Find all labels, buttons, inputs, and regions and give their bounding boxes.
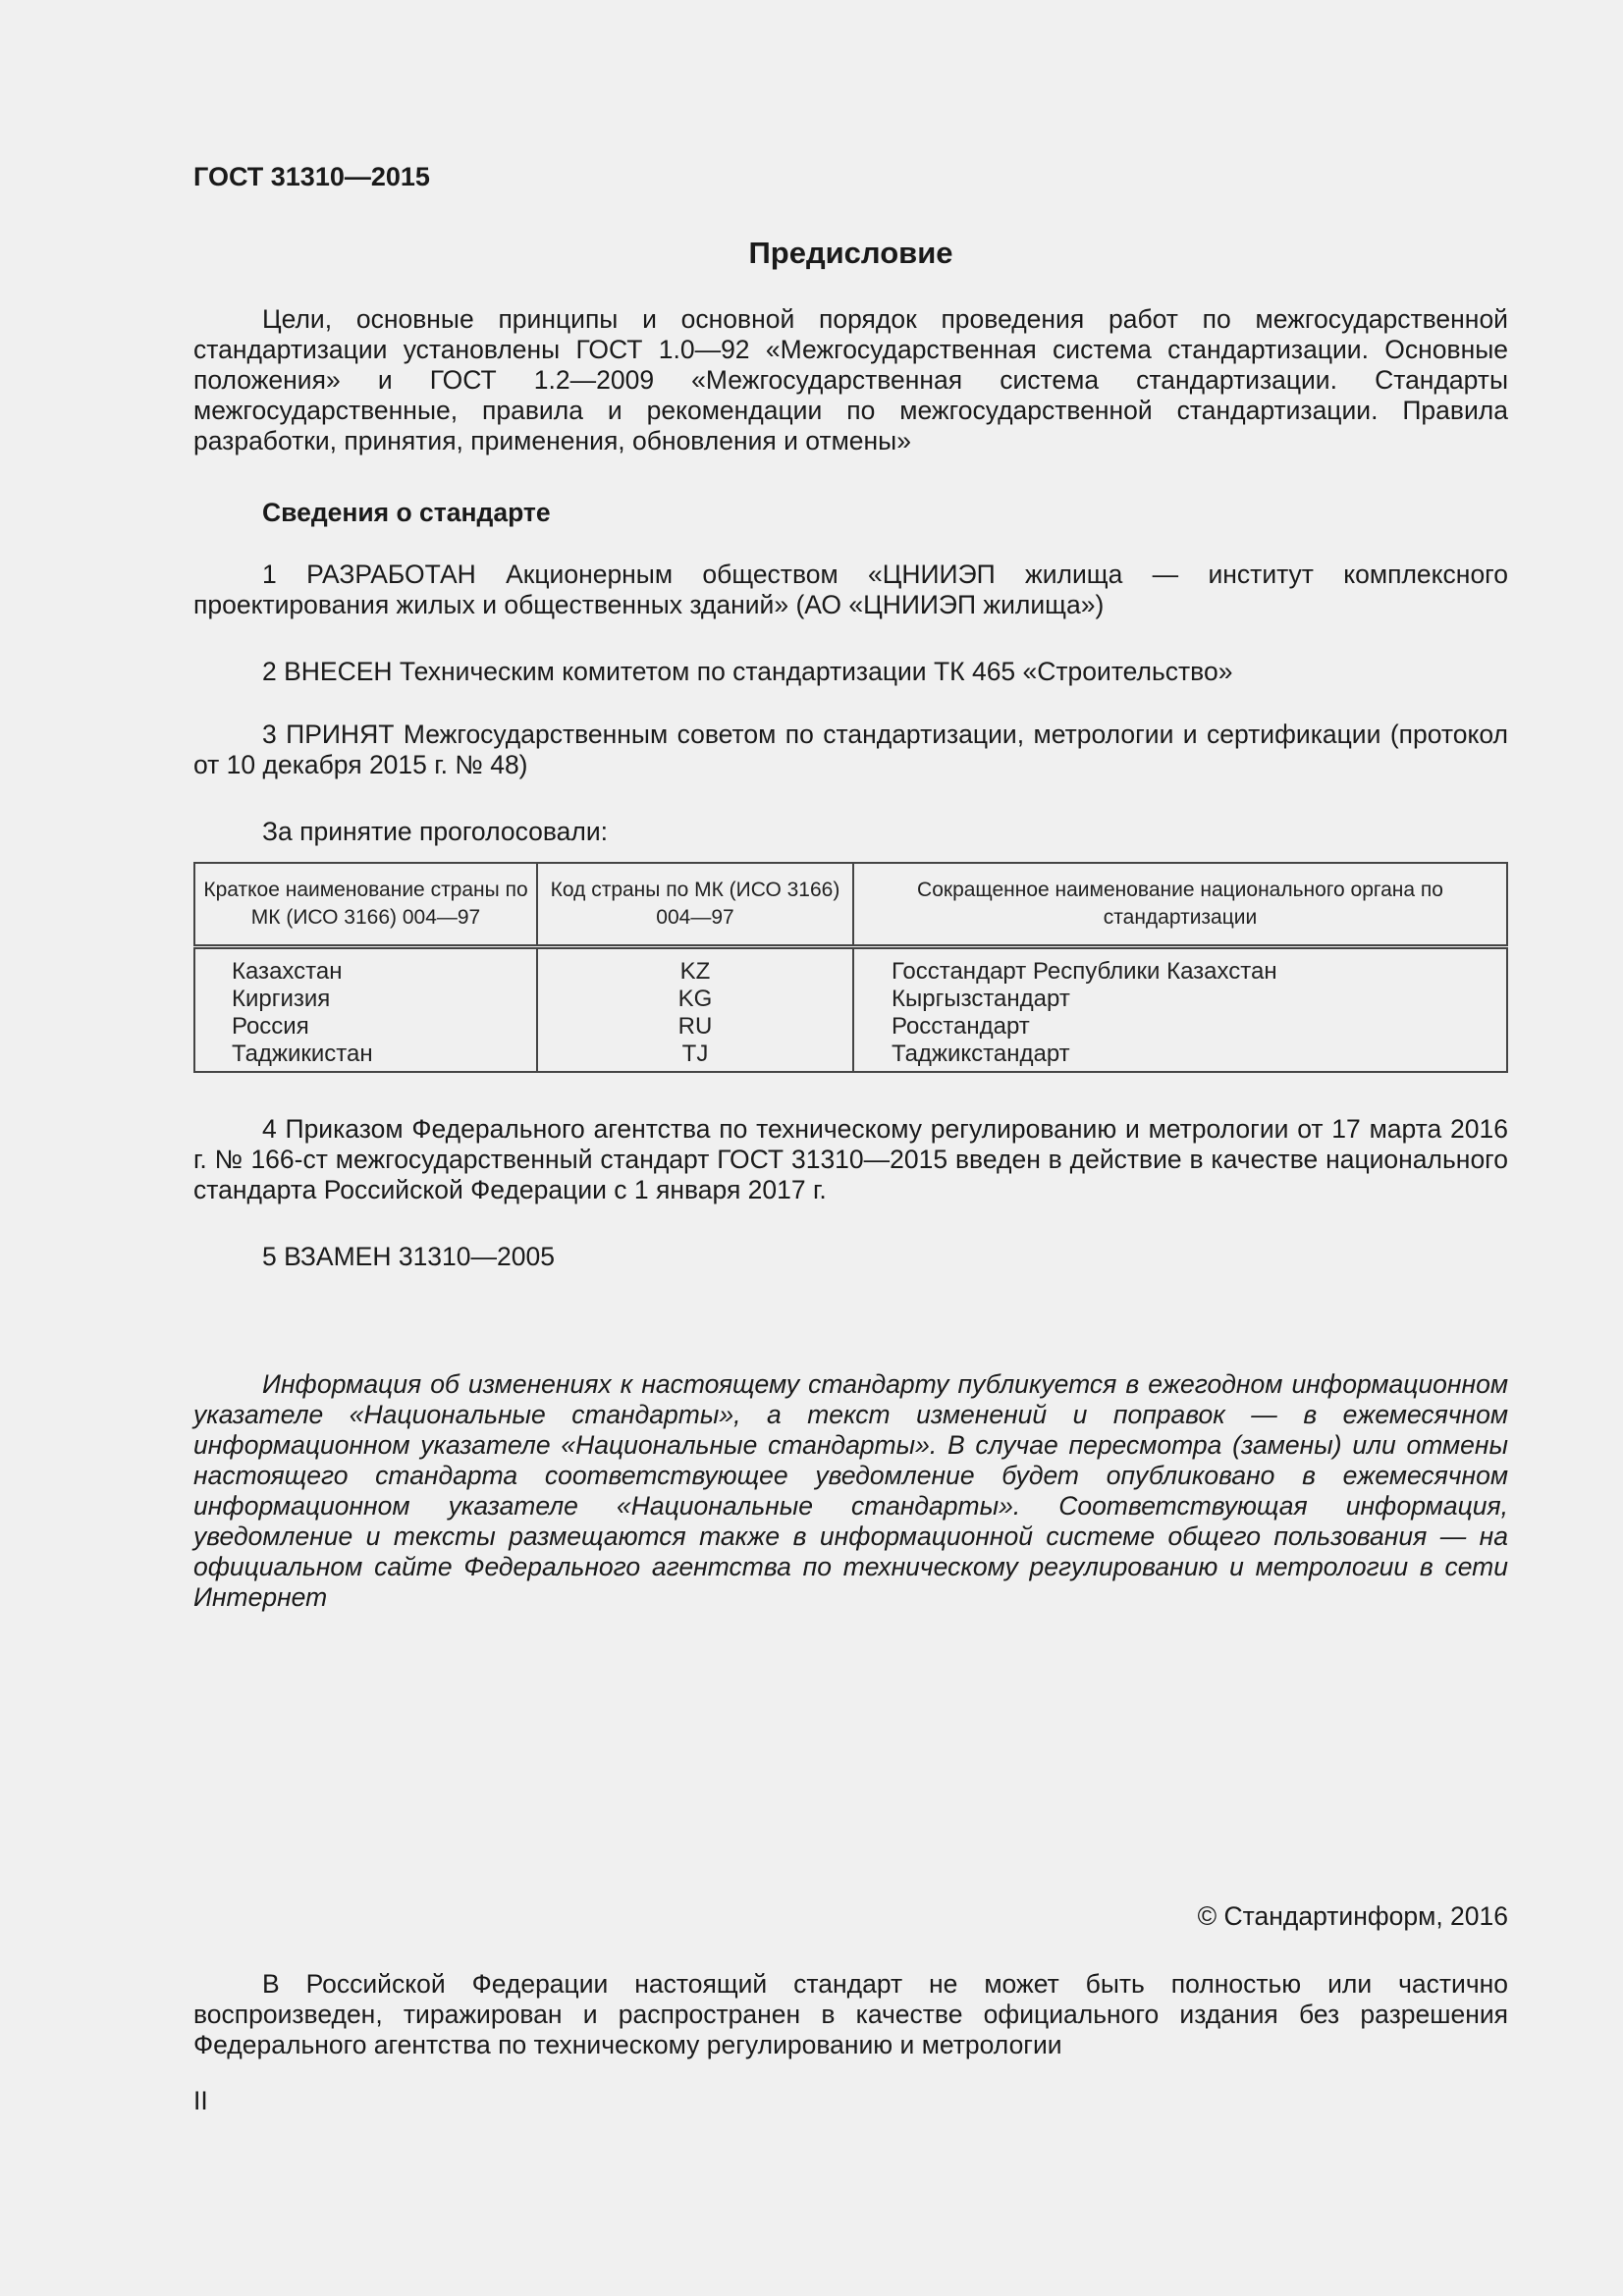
item-adopted: 3 ПРИНЯТ Межгосударственным советом по стандартизации, метрологии и сертификации (протокол от 10 декабря 2015 г. № 48) <box>193 720 1508 779</box>
country-code: TJ <box>681 1041 709 1067</box>
header-body: Сокращенное наименование национального органа по стандартизации <box>853 863 1507 947</box>
body-column <box>853 947 1507 1073</box>
item-replaces: 5 ВЗАМЕН 31310—2005 <box>262 1242 555 1271</box>
copyright: © Стандартинформ, 2016 <box>1197 1901 1508 1931</box>
page-title: Предисловие <box>748 236 953 270</box>
rights-paragraph: В Российской Федерации настоящий стандарт не может быть полностью или частично воспроизведен, тиражирован и распространен в качестве официального издания без разрешения Федерального агентства по техническому регулированию и метрологии <box>193 1969 1508 2059</box>
vote-table-row <box>194 947 1507 1073</box>
country-name: Россия <box>232 1013 309 1040</box>
vote-table <box>193 862 1508 1073</box>
code-column <box>537 947 853 1073</box>
voted-label: За принятие проголосовали: <box>262 817 609 846</box>
country-code: RU <box>677 1013 713 1040</box>
page-number: II <box>193 2086 208 2115</box>
country-code: KG <box>677 986 713 1012</box>
document-code: ГОСТ 31310—2015 <box>193 162 430 191</box>
notice-paragraph: Информация об изменениях к настоящему стандарту публикуется в ежегодном информационном указателе «Национальные стандарты», а текст изменений и поправок — в ежемесячном информационном указателе «Национальные стандарты». В случае пересмотра (замены) или отмены настоящего стандарта соответствующее уведомление будет опубликовано в ежемесячном информационном указателе «Национальные стандарты». Соответствующая информация, уведомление и тексты размещаются также в информационной системе общего пользования — на официальном сайте Федерального агентства по техническому регулированию и метрологии в сети Интернет <box>193 1369 1508 1612</box>
country-code: KZ <box>679 958 711 985</box>
standards-body: Госстандарт Республики Казахстан <box>892 958 1277 985</box>
item-order: 4 Приказом Федерального агентства по техническому регулированию и метрологии от 17 марта 2016 г. № 166-ст межгосударственный стандарт ГОСТ 31310—2015 введен в действие в качестве национального стандарта Российской Федерации с 1 января 2017 г. <box>193 1114 1508 1204</box>
country-column <box>194 947 537 1073</box>
header-code: Код страны по МК (ИСО 3166) 004—97 <box>537 863 853 947</box>
standards-body: Кыргызстандарт <box>892 986 1070 1012</box>
standards-body: Росстандарт <box>892 1013 1030 1040</box>
intro-paragraph: Цели, основные принципы и основной порядок проведения работ по межгосударственной стандартизации установлены ГОСТ 1.0—92 «Межгосударственная система стандартизации. Основные положения» и ГОСТ 1.2—2009 «Межгосударственная система стандартизации. Стандарты межгосударственные, правила и рекомендации по межгосударственной стандартизации. Правила разработки, принятия, применения, обновления и отмены» <box>193 304 1508 455</box>
header-country: Краткое наименование страны по МК (ИСО 3166) 004—97 <box>194 863 537 947</box>
country-name: Казахстан <box>232 958 343 985</box>
standards-body: Таджикстандарт <box>892 1041 1070 1067</box>
vote-table-header-row <box>194 863 1507 947</box>
section-heading: Сведения о стандарте <box>262 498 551 527</box>
country-name: Киргизия <box>232 986 331 1012</box>
item-introduced: 2 ВНЕСЕН Техническим комитетом по стандартизации ТК 465 «Строительство» <box>262 657 1233 686</box>
item-developed: 1 РАЗРАБОТАН Акционерным обществом «ЦНИИЭП жилища — институт комплексного проектирования жилых и общественных зданий» (АО «ЦНИИЭП жилища») <box>193 560 1508 619</box>
country-name: Таджикистан <box>232 1041 373 1067</box>
